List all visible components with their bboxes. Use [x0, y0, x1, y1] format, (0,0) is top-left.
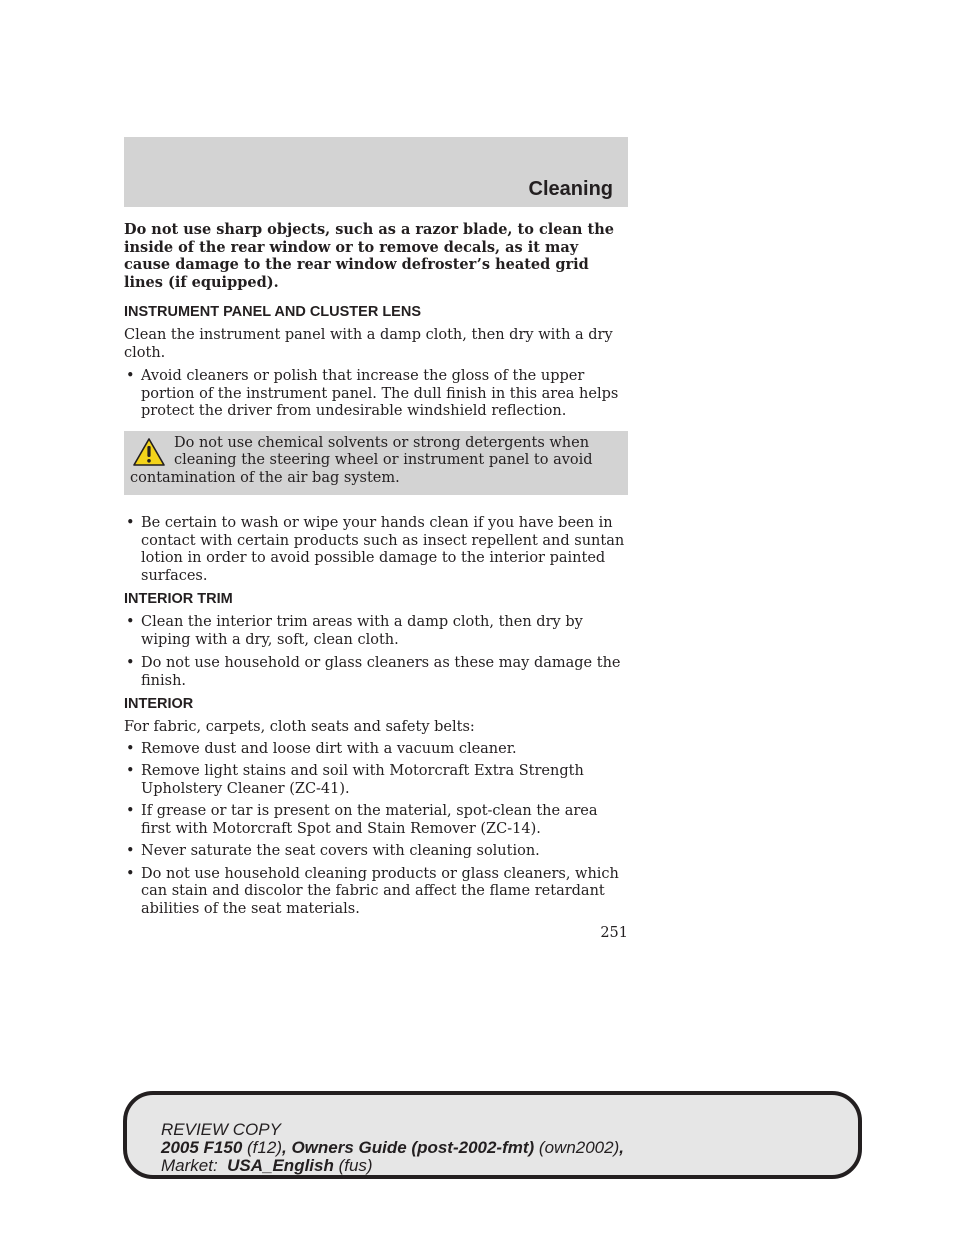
footer-sep-2: ,: [619, 1138, 624, 1157]
footer-model: 2005 F150: [161, 1138, 243, 1157]
footer-sep-1: ,: [281, 1138, 292, 1157]
list-item: • Avoid cleaners or polish that increase the gloss of the upper portion of the instrument panel. The dull finish in this area helps protect the driver from undesirable windshield reflection.: [124, 368, 628, 421]
instrument-bullets-1: [124, 368, 628, 421]
interior-text: For fabric, carpets, cloth seats and safety belts:: [124, 719, 475, 735]
heading-instrument-panel: INSTRUMENT PANEL AND CLUSTER LENS: [124, 304, 421, 320]
chapter-header-band: [124, 137, 628, 207]
list-item: • Remove light stains and soil with Motorcraft Extra Strength Upholstery Cleaner (ZC-41).: [124, 763, 628, 798]
review-copy-footer: [123, 1091, 862, 1179]
chapter-title: Cleaning: [528, 178, 613, 200]
list-item: • Never saturate the seat covers with cleaning solution.: [124, 843, 628, 861]
instrument-panel-text: Clean the instrument panel with a damp cloth, then dry with a dry cloth.: [124, 327, 613, 361]
footer-market: [161, 1157, 624, 1175]
footer-model-code: (f12): [242, 1138, 282, 1157]
intro-warning: Do not use sharp objects, such as a razor blade, to clean the inside of the rear window or to remove decals, as it may cause damage to the rear window defroster’s heated grid lines (if equipped).: [124, 221, 614, 291]
list-item: • Remove dust and loose dirt with a vacuum cleaner.: [124, 741, 628, 759]
list-item: • Do not use household or glass cleaners as these may damage the finish.: [124, 655, 628, 690]
list-item: • Be certain to wash or wipe your hands clean if you have been in contact with certain products such as insect repellent and suntan lotion in order to avoid possible damage to the interior painted surfaces.: [124, 515, 628, 585]
caution-text: Do not use chemical solvents or strong detergents when cleaning the steering wheel or instrument panel to avoid contamination of the air bag system.: [130, 434, 593, 486]
caution-box: [124, 431, 628, 496]
page-number: 251: [600, 925, 628, 941]
interior-bullets: [124, 741, 628, 919]
footer-market-code: (fus): [333, 1156, 373, 1175]
footer-publication: [161, 1139, 624, 1157]
footer-review-copy: REVIEW COPY: [161, 1120, 281, 1139]
footer-market-value: USA_English: [227, 1156, 334, 1175]
page-content: [124, 221, 628, 924]
heading-interior-trim: INTERIOR TRIM: [124, 591, 233, 607]
footer-text: [161, 1121, 624, 1175]
footer-guide: Owners Guide (post-2002-fmt): [291, 1138, 535, 1157]
interior-trim-bullets: [124, 614, 628, 690]
heading-interior: INTERIOR: [124, 696, 194, 712]
footer-guide-code: (own2002): [534, 1138, 620, 1157]
instrument-bullets-2: [124, 515, 628, 585]
warning-triangle-icon: [132, 437, 166, 467]
list-item: • Do not use household cleaning products or glass cleaners, which can stain and discolor the fabric and affect the flame retardant abilities of the seat materials.: [124, 866, 628, 919]
list-item: • Clean the interior trim areas with a damp cloth, then dry by wiping with a dry, soft, clean cloth.: [124, 614, 628, 649]
footer-market-label: Market:: [161, 1156, 228, 1175]
list-item: • If grease or tar is present on the material, spot-clean the area first with Motorcraft Spot and Stain Remover (ZC-14).: [124, 803, 628, 838]
